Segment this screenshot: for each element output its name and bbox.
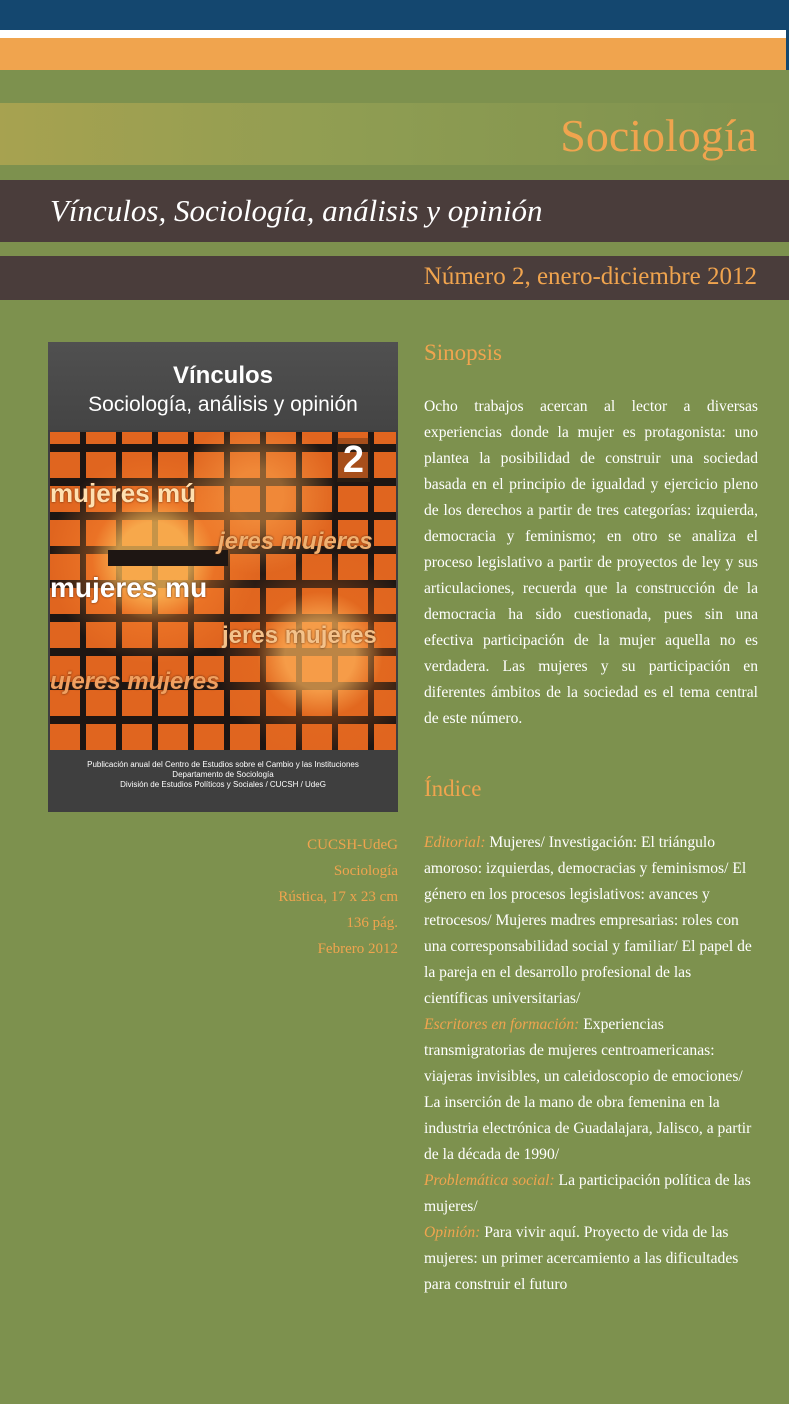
index-entries: Mujeres/ Investigación: El triángulo amoroso: izquierdas, democracias y feminismos/ El género en los procesos legislativos: avances y retrocesos/ Mujeres madres empresarias: roles con una corresponsabilidad social y familiar/ El papel de la pareja en el desarrollo profesional de las científicas universitarias/ <box>424 834 752 1007</box>
cover-word: jeres mujeres <box>218 528 373 555</box>
journal-title: Vínculos, Sociología, análisis y opinión <box>50 193 543 228</box>
top-blue-bar <box>0 0 789 30</box>
cover-word: jeres mujeres <box>222 622 377 649</box>
cover-word: mujeres mu <box>50 572 208 603</box>
index-entries: La participación política de las mujeres/ <box>424 1172 751 1215</box>
cover-footer-line: División de Estudios Políticos y Sociales / CUCSH / UdeG <box>120 780 326 789</box>
cover-subtitle: Sociología, análisis y opinión <box>88 393 358 416</box>
synopsis-heading: Sinopsis <box>424 340 502 365</box>
cover-issue-number: 2 <box>337 438 370 482</box>
index-category: Problemática social: <box>424 1172 555 1189</box>
detail-pages: 136 pág. <box>346 915 398 931</box>
index-entries: Experiencias transmigratorias de mujeres centroamericanas: viajeras invisibles, un caleidoscopio de emociones/ La inserción de la mano de obra femenina en la industria electrónica de Guadalajara, Jalisco, a partir de la década de 1990/ <box>424 1016 752 1163</box>
cover-footer-line: Departamento de Sociología <box>172 770 274 779</box>
cover-artwork <box>50 432 396 750</box>
index-text <box>424 830 758 1298</box>
detail-format: Rústica, 17 x 23 cm <box>278 889 398 905</box>
top-white-stripe <box>0 30 789 38</box>
cover-footer <box>48 760 398 790</box>
top-orange-bar <box>0 38 789 70</box>
detail-date: Febrero 2012 <box>317 941 398 957</box>
cover-word: ujeres mujeres <box>50 668 220 695</box>
cover-footer-line: Publicación anual del Centro de Estudios sobre el Cambio y las Instituciones <box>87 760 359 769</box>
index-category: Escritores en formación: <box>424 1016 580 1033</box>
issue-label: Número 2, enero-diciembre 2012 <box>423 263 757 290</box>
book-details <box>200 832 398 962</box>
cover-dark-bar <box>108 550 228 566</box>
cover-title: Vínculos <box>172 362 274 389</box>
index-category: Editorial: <box>424 834 486 851</box>
cover-word: mujeres mú <box>50 478 196 508</box>
detail-collection: Sociología <box>333 863 398 879</box>
index-entries: Para vivir aquí. Proyecto de vida de las mujeres: un primer acercamiento a las dificultades para construir el futuro <box>424 1224 739 1293</box>
index-category: Opinión: <box>424 1224 481 1241</box>
book-cover <box>48 342 398 812</box>
synopsis-text: Ocho trabajos acercan al lector a diversas experiencias donde la mujer es protagonista: uno plantea la posibilidad de construir una sociedad basada en el principio de igualdad y ejercicio pleno de los derechos a partir de tres categorías: izquierda, democracia y feminismo; en otro se analiza el proceso legislativo a partir de proyectos de ley y sus articulaciones, recuerda que la construcción de la democracia ha sido cuestionada, pues sin una efectiva participación de la mujer aquella no es verdadera. Las mujeres y su participación en diferentes ámbitos de la sociedad es el tema central de este número. <box>424 398 758 727</box>
section-title: Sociología <box>560 110 757 161</box>
index-heading: Índice <box>424 776 482 801</box>
detail-publisher: CUCSH-UdeG <box>307 837 398 853</box>
